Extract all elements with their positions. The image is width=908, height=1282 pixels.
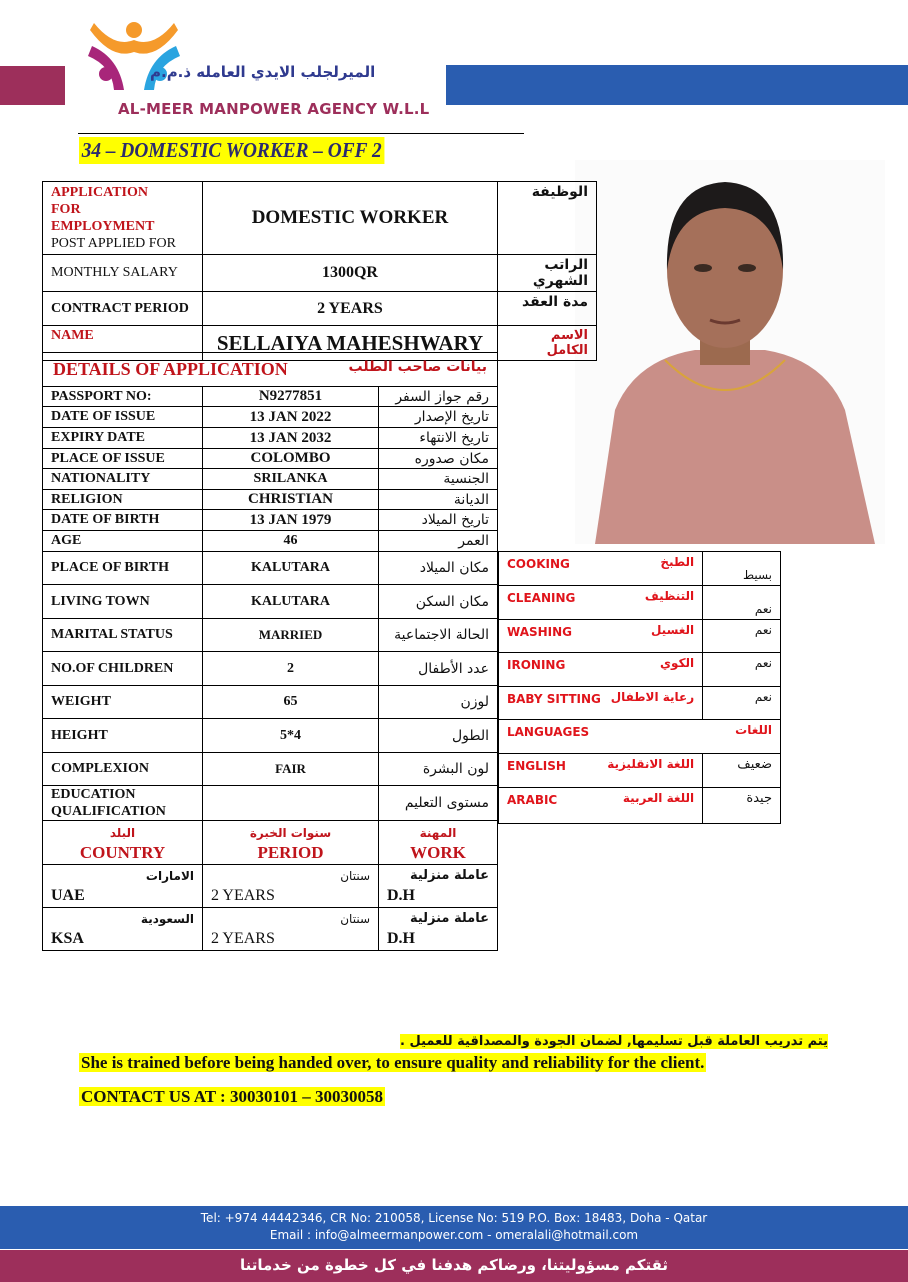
contact-wrap	[79, 1087, 385, 1107]
header-work: WORK	[410, 842, 466, 862]
row-ar: مستوى التعليم	[379, 786, 498, 821]
skill-ar: رعاية الاطفال	[610, 690, 695, 704]
skill-row	[499, 687, 781, 720]
row-value: FAIR	[203, 753, 379, 786]
languages-heading-ar: اللغات	[735, 723, 772, 737]
row-value: 13 JAN 2022	[203, 407, 379, 428]
table-row	[43, 469, 498, 490]
note-arabic: يتم تدريب العاملة قبل تسليمها, لضمان الجودة والمصداقية للعميل .	[400, 1034, 828, 1049]
footer-contact-bar	[0, 1206, 908, 1249]
skill-row	[499, 620, 781, 653]
country: KSA	[51, 930, 84, 947]
table-row	[43, 719, 498, 753]
row-ar: الحالة الاجتماعية	[379, 619, 498, 652]
agency-logo-icon	[84, 18, 184, 98]
row-label: MARITAL STATUS	[43, 619, 203, 652]
language-ar: اللغة الانقليزية	[607, 757, 695, 771]
country: UAE	[51, 887, 85, 904]
skill-en: CLEANING	[507, 591, 576, 605]
skill-ar: التنظيف	[644, 589, 695, 603]
row-ar: مكان صدوره	[379, 449, 498, 469]
row-ar: رقم جواز السفر	[379, 387, 498, 407]
header-period-ar: سنوات الخبرة	[249, 825, 332, 840]
page-title: 34 – DOMESTIC WORKER – OFF 2	[79, 137, 384, 164]
skill-level: نعم	[703, 620, 781, 653]
skill-level: نعم	[703, 653, 781, 687]
row-value: MARRIED	[203, 619, 379, 652]
skill-level: نعم	[703, 687, 781, 720]
details-heading-cell	[43, 353, 498, 387]
header-period: PERIOD	[257, 842, 324, 862]
language-row	[499, 788, 781, 824]
row-ar: تاريخ الانتهاء	[379, 428, 498, 449]
languages-heading: LANGUAGES	[507, 725, 590, 739]
period: 2 YEARS	[211, 887, 275, 904]
work: D.H	[387, 930, 415, 947]
skill-en: WASHING	[507, 625, 573, 639]
skill-ar: الطبخ	[660, 555, 695, 569]
row-label: RELIGION	[43, 490, 203, 510]
work: D.H	[387, 887, 415, 904]
table-row	[43, 449, 498, 469]
skill-ar: الكوي	[660, 656, 695, 670]
name-ar: الاسم الكامل	[498, 326, 597, 361]
application-heading: APPLICATION FOR EMPLOYMENT	[51, 185, 155, 234]
experience-row	[43, 865, 498, 908]
row-value: 46	[203, 531, 379, 552]
table-row	[43, 686, 498, 719]
row-value	[203, 786, 379, 821]
table-row	[43, 786, 498, 821]
work-ar: عاملة منزلية	[409, 911, 489, 926]
period-ar: سنتان	[340, 912, 370, 926]
row-ar: تاريخ الإصدار	[379, 407, 498, 428]
row-ar: لوزن	[379, 686, 498, 719]
skill-level: بسيط	[703, 552, 781, 586]
details-heading: DETAILS OF APPLICATION	[53, 359, 288, 379]
row-value: 65	[203, 686, 379, 719]
header-maroon-bar	[0, 66, 65, 105]
skill-en: BABY SITTING	[507, 692, 601, 706]
note-english-wrap	[79, 1053, 706, 1073]
salary-ar: الراتب الشهري	[498, 255, 597, 292]
language-en: ENGLISH	[507, 759, 566, 773]
table-row	[43, 619, 498, 652]
post-label-cell	[43, 182, 203, 255]
table-row	[43, 652, 498, 686]
row-ar: تاريخ الميلاد	[379, 510, 498, 531]
row-label: PLACE OF BIRTH	[43, 552, 203, 585]
logo-english-name: AL-MEER MANPOWER AGENCY W.L.L	[118, 100, 430, 118]
row-label: DATE OF BIRTH	[43, 510, 203, 531]
post-value: DOMESTIC WORKER	[202, 182, 497, 255]
logo-arabic-name: الميرلجلب الايدي العامله ذ.م.م	[150, 63, 376, 81]
header-country: COUNTRY	[79, 842, 166, 862]
table-row	[43, 387, 498, 407]
experience-header-row	[43, 821, 498, 865]
language-level: ضعيف	[703, 754, 781, 788]
country-ar: الامارات	[145, 869, 194, 883]
row-value: 13 JAN 1979	[203, 510, 379, 531]
table-row	[43, 585, 498, 619]
period-ar: سنتان	[340, 869, 370, 883]
row-label: PASSPORT NO:	[43, 387, 203, 407]
table-row	[43, 753, 498, 786]
row-label: EDUCATION QUALIFICATION	[43, 786, 203, 821]
table-row	[43, 531, 498, 552]
row-label: WEIGHT	[43, 686, 203, 719]
row-label: NATIONALITY	[43, 469, 203, 490]
table-row	[43, 407, 498, 428]
experience-table	[42, 820, 498, 951]
skill-en: COOKING	[507, 557, 570, 571]
title-rule	[78, 133, 524, 134]
row-label: EXPIRY DATE	[43, 428, 203, 449]
row-ar: مكان الميلاد	[379, 552, 498, 585]
row-label: LIVING TOWN	[43, 585, 203, 619]
row-ar: العمر	[379, 531, 498, 552]
contact-numbers: CONTACT US AT : 30030101 – 30030058	[81, 1087, 383, 1106]
language-en: ARABIC	[507, 793, 558, 807]
footer-slogan: ثقتكم مسؤوليتنا، ورضاكم هدفنا في كل خطوة من خدماتنا	[0, 1250, 908, 1282]
period: 2 YEARS	[211, 930, 275, 947]
row-value: 13 JAN 2032	[203, 428, 379, 449]
row-label: NO.OF CHILDREN	[43, 652, 203, 686]
table-row	[43, 428, 498, 449]
row-value: 5*4	[203, 719, 379, 753]
name-value: SELLAIYA MAHESHWARY	[202, 326, 497, 361]
country-ar: السعودية	[140, 912, 194, 926]
skill-row	[499, 552, 781, 586]
header-country-ar: البلد	[109, 825, 136, 840]
details-heading-ar: بيانات صاحب الطلب	[348, 359, 487, 375]
footer-line1: Tel: +974 44442346, CR No: 210058, License No: 519 P.O. Box: 18483, Doha - Qatar	[200, 1211, 708, 1225]
name-label: NAME	[43, 326, 203, 361]
work-ar: عاملة منزلية	[409, 868, 489, 883]
table-row	[43, 552, 498, 585]
row-value: 2	[203, 652, 379, 686]
post-ar: الوظيفة	[498, 182, 597, 255]
contract-value: 2 YEARS	[202, 292, 497, 326]
skill-row	[499, 653, 781, 687]
details-table	[42, 352, 498, 821]
post-label: POST APPLIED FOR	[51, 236, 177, 251]
table-row	[43, 510, 498, 531]
row-value: CHRISTIAN	[203, 490, 379, 510]
skill-ar: الغسيل	[650, 623, 695, 637]
row-value: KALUTARA	[203, 552, 379, 585]
row-value: N9277851	[203, 387, 379, 407]
row-ar: مكان السكن	[379, 585, 498, 619]
experience-row	[43, 908, 498, 951]
language-level: جيدة	[703, 788, 781, 824]
row-ar: لون البشرة	[379, 753, 498, 786]
language-ar: اللغة العربية	[622, 791, 695, 805]
note-english: She is trained before being handed over, to ensure quality and reliability for the client.	[81, 1053, 705, 1072]
header-work-ar: المهنة	[419, 825, 457, 840]
salary-label: MONTHLY SALARY	[43, 255, 203, 292]
note-arabic-wrap	[400, 1032, 828, 1050]
contract-ar: مدة العقد	[498, 292, 597, 326]
row-label: PLACE OF ISSUE	[43, 449, 203, 469]
contract-label: CONTRACT PERIOD	[43, 292, 203, 326]
languages-heading-row	[499, 720, 781, 754]
row-label: DATE OF ISSUE	[43, 407, 203, 428]
salary-value: 1300QR	[202, 255, 497, 292]
skills-table	[498, 551, 781, 824]
table-row	[43, 490, 498, 510]
row-ar: الديانة	[379, 490, 498, 510]
row-value: KALUTARA	[203, 585, 379, 619]
skill-level: نعم	[703, 586, 781, 620]
footer-line2: Email : info@almeermanpower.com - omeralali@hotmail.com	[269, 1228, 639, 1242]
worker-photo	[575, 160, 885, 544]
row-value: SRILANKA	[203, 469, 379, 490]
row-value: COLOMBO	[203, 449, 379, 469]
row-ar: الجنسية	[379, 469, 498, 490]
application-table	[42, 181, 597, 361]
skill-row	[499, 586, 781, 620]
row-ar: عدد الأطفال	[379, 652, 498, 686]
language-row	[499, 754, 781, 788]
row-label: HEIGHT	[43, 719, 203, 753]
row-label: AGE	[43, 531, 203, 552]
row-ar: الطول	[379, 719, 498, 753]
row-label: COMPLEXION	[43, 753, 203, 786]
skill-en: IRONING	[507, 658, 566, 672]
header-blue-bar	[446, 65, 908, 105]
